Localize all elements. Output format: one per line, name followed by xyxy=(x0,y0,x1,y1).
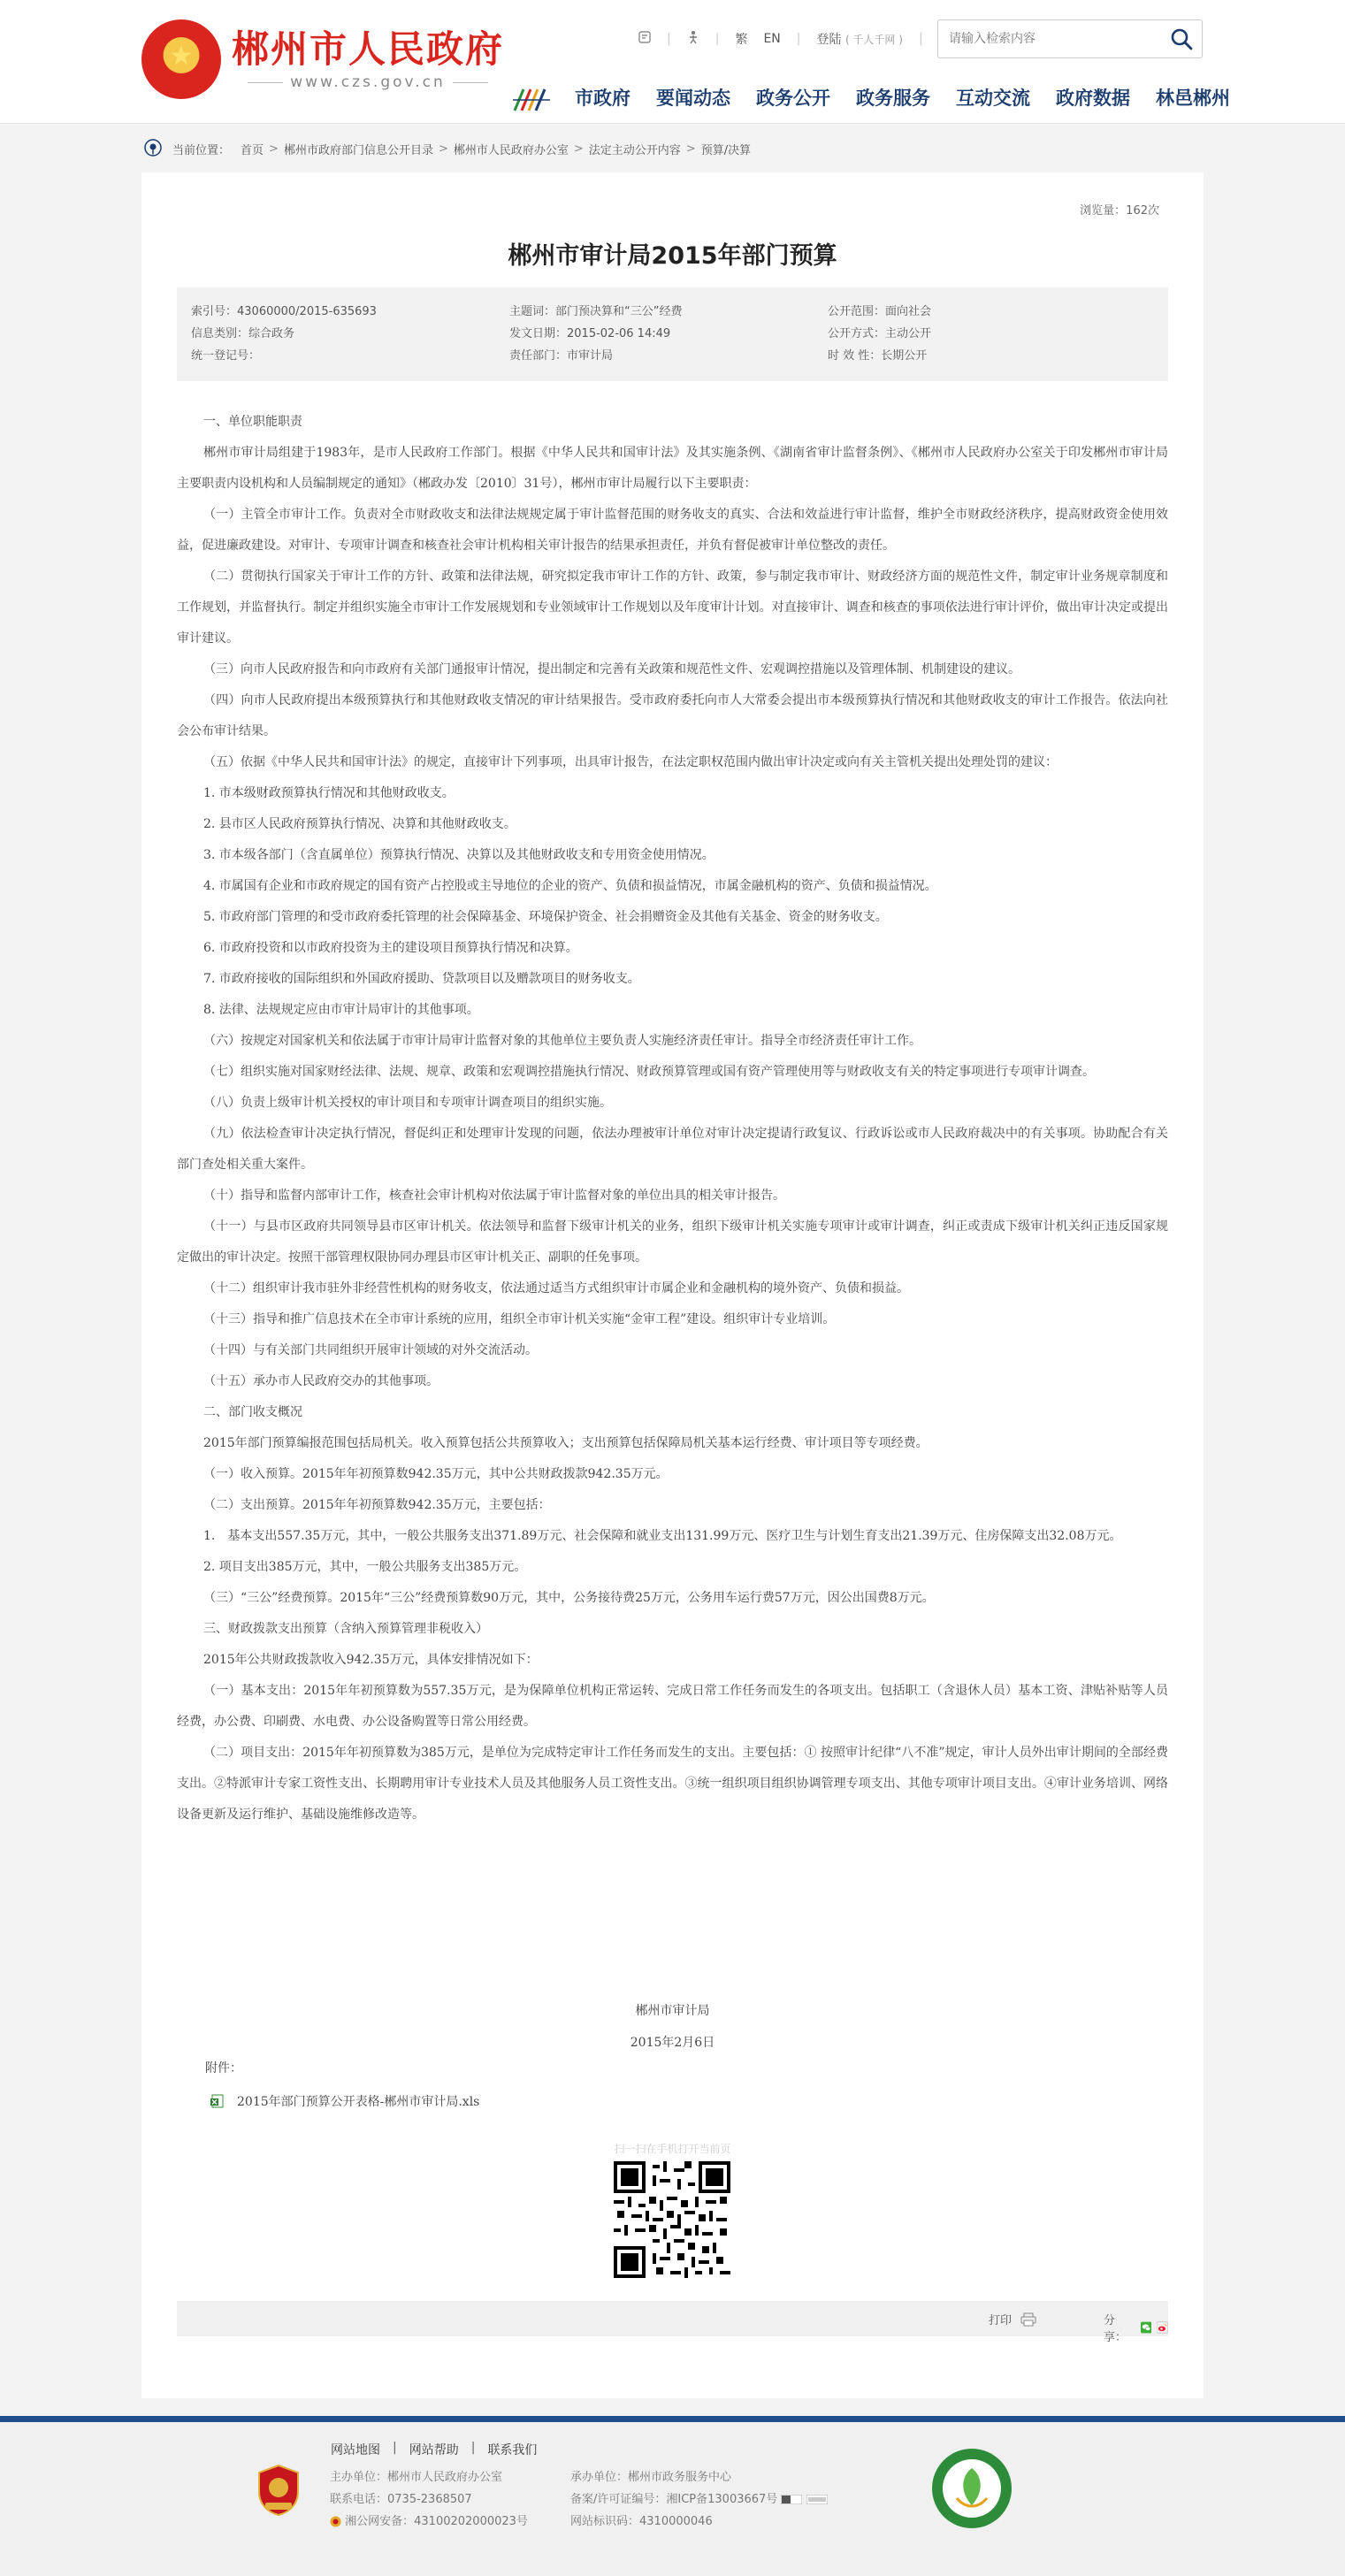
site-logo[interactable] xyxy=(141,19,504,99)
meta-category: 信息类别：综合政务 xyxy=(191,327,295,340)
paragraph: （十四）与有关部门共同组织开展审计领域的对外交流活动。 xyxy=(203,1343,538,1357)
meta-validity: 时 效 性：长期公开 xyxy=(828,349,928,363)
site-footer xyxy=(0,2422,1345,2576)
paragraph: 2. 项目支出385万元，其中，一般公共服务支出385万元。 xyxy=(203,1560,527,1574)
nav-item-interaction[interactable]: 互动交流 xyxy=(956,88,1030,109)
signature-date: 2015年2月6日 xyxy=(630,2036,715,2050)
breadcrumb-separator: > xyxy=(269,141,279,156)
footer-icp-text: 备案/许可证编号：湘ICP备13003667号 xyxy=(570,2493,778,2506)
paragraph: 1. 基本支出557.35万元，其中，一般公共服务支出371.89万元、社会保障和就业支出131.99万元、医疗卫生与计划生育支出21.39万元、住房保障支出32.08万元。 xyxy=(203,1529,1122,1543)
meta-method: 公开方式：主动公开 xyxy=(828,327,932,340)
login-note: ( 千人千网 ) xyxy=(844,34,903,46)
footer-info-left xyxy=(330,2466,528,2533)
breadcrumb-office[interactable]: 郴州市人民政府办公室 xyxy=(453,143,569,157)
paragraph: 郴州市审计局组建于1983年，是市人民政府工作部门。根据《中华人民共和国审计法》及其实施条例、《湖南省审计监督条例》、《郴州市人民政府办公室关于印发郴州市审计局主要职责内设机构和人员编制规定的通知》（郴政办发〔2010〕31号），郴州市审计局履行以下主要职责： xyxy=(177,446,1168,491)
paragraph: （五）依据《中华人民共和国审计法》的规定，直接审计下列事项，出具审计报告，在法定职权范围内做出审计决定或向有关主管机关提出处理处罚的建议： xyxy=(203,755,1058,769)
section-heading: 二、部门收支概况 xyxy=(203,1405,302,1419)
breadcrumb-statutory[interactable]: 法定主动公开内容 xyxy=(588,143,681,157)
nav-item-data[interactable]: 政府数据 xyxy=(1056,88,1130,109)
attachment-label: 附件： xyxy=(205,2061,242,2075)
printer-icon xyxy=(1020,2312,1036,2327)
nav-decoration-icon xyxy=(511,84,554,114)
meta-index-number: 索引号：43060000/2015-635693 xyxy=(191,305,377,318)
meta-scope: 公开范围：面向社会 xyxy=(828,305,932,318)
attachment-filename: 2015年部门预算公开表格-郴州市审计局.xls xyxy=(237,2095,480,2109)
breadcrumb-separator: > xyxy=(685,141,696,156)
location-icon xyxy=(144,139,162,158)
qr-code-icon xyxy=(614,2161,730,2278)
site-title: 郴州市人民政府 xyxy=(232,27,505,71)
elder-mode-icon[interactable] xyxy=(687,30,699,48)
meta-department: 责任部门：市审计局 xyxy=(509,349,614,363)
paragraph: （十）指导和监督内部审计工作，核查社会审计机构对依法属于审计监督对象的单位出具的相关审计报告。 xyxy=(203,1189,785,1203)
footer-links: 网站地图 | 网站帮助 | 联系我们 xyxy=(331,2441,538,2458)
top-links: | | 繁 EN | 登陆 ( 千人千网 ) | xyxy=(638,30,980,48)
english-link[interactable]: EN xyxy=(763,32,781,46)
signature-org: 郴州市审计局 xyxy=(635,2004,710,2018)
share-group xyxy=(1104,2311,1168,2344)
footer-divider xyxy=(0,2416,1345,2422)
paragraph: （十二）组织审计我市驻外非经营性机构的财务收支，依法通过适当方式组织审计市属企业和金融机构的境外资产、负债和损益。 xyxy=(203,1281,909,1296)
excel-file-icon xyxy=(210,2094,225,2108)
attachment-link[interactable] xyxy=(210,2092,479,2110)
search-icon[interactable] xyxy=(1170,27,1193,50)
list-item: 7. 市政府接收的国际组织和外国政府援助、贷款项目以及赠款项目的财务收支。 xyxy=(203,972,640,986)
meta-row xyxy=(191,323,1154,345)
footer-police-record-text: 湘公网安备：43100202000023号 xyxy=(345,2515,528,2528)
print-label: 打印 xyxy=(989,2314,1013,2328)
civilized-city-emblem-icon[interactable] xyxy=(930,2447,1013,2530)
party-government-badge-icon[interactable] xyxy=(256,2464,302,2517)
paragraph: （一）基本支出：2015年年初预算数为557.35万元，是为保障单位机构正常运转、完成日常工作任务而发生的各项支出。包括职工（含退休人员）基本工资、津贴补贴等人员经费，办公费、印刷费、水电费、办公设备购置等日常公用经费。 xyxy=(177,1684,1168,1729)
stat-badge-icon xyxy=(806,2495,828,2504)
login-link[interactable] xyxy=(816,30,902,48)
paragraph: （二）项目支出：2015年年初预算数为385万元，是单位为完成特定审计工作任务而发生的支出。主要包括：① 按照审计纪律“八不准”规定，审计人员外出审计期间的全部经费支出。②特派审计专家工资性支出、长期聘用审计专业技术人员及其他服务人员工资性支出。③统一组织项目组织协调管理专项支出、其他专项审计项目支出。④审计业务培训、网络设备更新及运行维护、基础设施维修改造等。 xyxy=(177,1746,1168,1822)
national-emblem-icon xyxy=(141,19,221,99)
footer-organizer: 承办单位：郴州市政务服务中心 xyxy=(570,2471,732,2484)
breadcrumb xyxy=(144,139,756,158)
weibo-icon[interactable] xyxy=(1157,2321,1168,2334)
paragraph: （三）“三公”经费预算。2015年“三公”经费预算数90万元，其中，公务接待费25万元，公务用车运行费57万元，因公出国费8万元。 xyxy=(203,1591,935,1605)
paragraph: （二）贯彻执行国家关于审计工作的方针、政策和法律法规，研究拟定我市审计工作的方针、政策，参与制定我市审计、财政经济方面的规范性文件，制定审计业务规章制度和工作规划，并监督执行。制定并组织实施全市审计工作发展规划和专业领域审计工作规划以及年度审计计划。对直接审计、调查和核查的事项依法进行审计评价，做出审计决定或提出审计建议。 xyxy=(177,569,1168,646)
paragraph: （一）收入预算。2015年年初预算数942.35万元，其中公共财政拨款942.35万元。 xyxy=(203,1467,669,1481)
nav-item-disclosure[interactable]: 政务公开 xyxy=(756,88,830,109)
paragraph: （七）组织实施对国家财经法律、法规、规章、政策和宏观调控措施执行情况、财政预算管理或国有资产管理使用等与财政收支有关的特定事项进行专项审计调查。 xyxy=(203,1065,1095,1079)
footer-link-contact[interactable]: 联系我们 xyxy=(487,2443,538,2458)
qr-caption: 扫一扫在手机打开当前页 xyxy=(614,2143,731,2155)
paragraph: （三）向市人民政府报告和向市政府有关部门通报审计情况，提出制定和完善有关政策和规范性文件、宏观调控措施以及管理体制、机制建设的建议。 xyxy=(203,662,1020,676)
accessibility-icon[interactable] xyxy=(638,31,651,47)
meta-subject: 主题词：部门预决算和“三公”经费 xyxy=(509,305,683,318)
paragraph: （六）按规定对国家机关和依法属于市审计局审计监督对象的其他单位主要负责人实施经济责任审计。指导全市经济责任审计工作。 xyxy=(203,1034,921,1048)
paragraph: （八）负责上级审计机关授权的审计项目和专项审计调查项目的组织实施。 xyxy=(203,1096,612,1110)
meta-row xyxy=(191,345,1154,367)
paragraph: （十五）承办市人民政府交办的其他事项。 xyxy=(203,1374,439,1388)
meta-row xyxy=(191,301,1154,323)
list-item: 6. 市政府投资和以市政府投资为主的建设项目预算执行情况和决算。 xyxy=(203,941,578,955)
list-item: 5. 市政府部门管理的和受市政府委托管理的社会保障基金、环境保护资金、社会捐赠资金及其他有关基金、资金的财务收支。 xyxy=(203,910,888,924)
document-meta xyxy=(177,287,1168,381)
search-input[interactable] xyxy=(938,20,1150,57)
footer-sponsor: 主办单位：郴州市人民政府办公室 xyxy=(330,2471,503,2484)
meta-registration: 统一登记号： xyxy=(191,349,261,363)
print-share-bar xyxy=(177,2301,1168,2344)
breadcrumb-label: 当前位置： xyxy=(172,143,231,157)
footer-icp[interactable] xyxy=(570,2488,828,2511)
traditional-chinese-link[interactable]: 繁 xyxy=(735,33,748,47)
list-item: 1. 市本级财政预算执行情况和其他财政收支。 xyxy=(203,786,455,800)
meta-date: 发文日期：2015-02-06 14:49 xyxy=(509,327,671,340)
print-button[interactable] xyxy=(989,2311,1036,2328)
paragraph: （十一）与县市区政府共同领导县市区审计机关。依法领导和监督下级审计机关的业务，组织下级审计机关实施专项审计或审计调查，纠正或责成下级审计机关纠正违反国家规定做出的审计决定。按照干部管理权限协同办理县市区审计机关正、副职的任免事项。 xyxy=(177,1219,1168,1265)
paragraph: （四）向市人民政府提出本级预算执行和其他财政收支情况的审计结果报告。受市政府委托向市人大常委会提出市本级预算执行情况和其他财政收支的审计工作报告。依法向社会公布审计结果。 xyxy=(177,693,1168,738)
nav-item-city-government[interactable]: 市政府 xyxy=(575,88,630,109)
footer-phone: 联系电话：0735-2368507 xyxy=(330,2493,472,2506)
article-panel xyxy=(141,172,1204,2398)
footer-link-sitemap[interactable]: 网站地图 xyxy=(331,2443,380,2458)
breadcrumb-separator: > xyxy=(438,141,448,156)
page-title: 郴州市审计局2015年部门预算 xyxy=(508,242,837,270)
paragraph: （九）依法检查审计决定执行情况，督促纠正和处理审计发现的问题，依法办理被审计单位对审计决定提请行政复议、行政诉讼或市人民政府裁决中的有关事项。协助配合有关部门查处相关重大案件。 xyxy=(177,1127,1168,1172)
paragraph: 2015年部门预算编报范围包括局机关。收入预算包括公共预算收入；支出预算包括保障局机关基本运行经费、审计项目等专项经费。 xyxy=(203,1436,929,1450)
site-header xyxy=(0,0,1345,124)
list-item: 3. 市本级各部门（含直属单位）预算执行情况、决算以及其他财政收支和专用资金使用情况。 xyxy=(203,848,715,862)
breadcrumb-catalog[interactable]: 郴州市政府部门信息公开目录 xyxy=(283,143,433,157)
paragraph: （一）主管全市审计工作。负责对全市财政收支和法律法规规定属于审计监督范围的财务收支的真实、合法和效益进行审计监督，维护全市财政经济秩序，提高财政资金使用效益，促进廉政建设。对审计、专项审计调查和核查社会审计机构相关审计报告的结果承担责任，并负有督促被审计单位整改的责任。 xyxy=(177,508,1168,553)
cnzz-badge-icon xyxy=(781,2495,802,2504)
paragraph: （十三）指导和推广信息技术在全市审计系统的应用，组织全市审计机关实施“金审工程”建设。组织审计专业培训。 xyxy=(203,1312,836,1326)
breadcrumb-separator: > xyxy=(573,141,584,156)
section-heading: 一、单位职能职责 xyxy=(203,415,302,429)
list-item: 4. 市属国有企业和市政府规定的国有资产占控股或主导地位的企业的资产、负债和损益情况，市属金融机构的资产、负债和损益情况。 xyxy=(203,879,937,893)
section-heading: 三、财政拨款支出预算（含纳入预算管理非税收入） xyxy=(203,1622,488,1636)
breadcrumb-budget[interactable]: 预算/决算 xyxy=(700,143,752,157)
paragraph: 2015年公共财政拨款收入942.35万元，具体安排情况如下： xyxy=(203,1653,539,1667)
police-badge-icon xyxy=(330,2516,341,2527)
breadcrumb-home[interactable]: 首页 xyxy=(241,143,264,157)
list-item: 8. 法律、法规规定应由市审计局审计的其他事项。 xyxy=(203,1003,479,1017)
main-nav xyxy=(575,83,1230,113)
footer-site-id: 网站标识码：4310000046 xyxy=(570,2515,713,2528)
view-count: 浏览量：162次 xyxy=(1080,204,1159,218)
login-label: 登陆 xyxy=(816,33,842,47)
wechat-icon[interactable] xyxy=(1141,2321,1152,2334)
footer-info-right xyxy=(570,2466,828,2533)
footer-police-record[interactable] xyxy=(330,2511,528,2533)
list-item: 2. 县市区人民政府预算执行情况、决算和其他财政收支。 xyxy=(203,817,516,831)
site-url: www.czs.gov.cn xyxy=(232,73,504,91)
nav-item-linyi-chenzhou[interactable]: 林邑郴州 xyxy=(1156,88,1230,109)
footer-link-help[interactable]: 网站帮助 xyxy=(409,2443,459,2458)
nav-item-news[interactable]: 要闻动态 xyxy=(656,88,730,109)
nav-item-services[interactable]: 政务服务 xyxy=(856,88,930,109)
article-body xyxy=(177,407,1168,1831)
paragraph: （二）支出预算。2015年年初预算数942.35万元，主要包括： xyxy=(203,1498,551,1512)
share-label: 分享： xyxy=(1104,2314,1127,2344)
search-box xyxy=(937,19,1203,58)
